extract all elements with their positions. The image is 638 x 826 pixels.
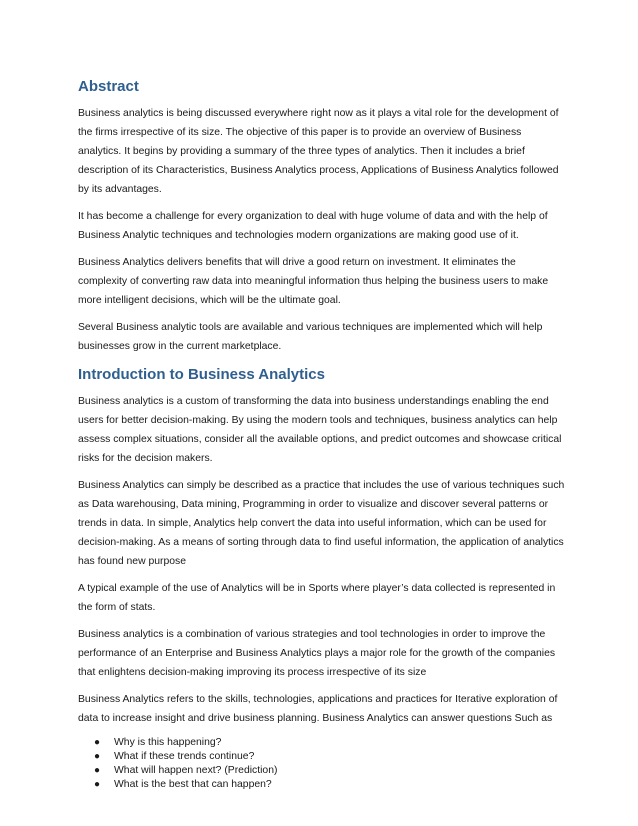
list-item bbox=[94, 778, 566, 792]
abstract-paragraph: Several Business analytic tools are available and various techniques are implemented which will help businesses grow in the current marketplace. bbox=[78, 322, 543, 352]
list-item bbox=[94, 750, 566, 764]
list-item-text: What if these trends continue? bbox=[114, 751, 255, 762]
introduction-paragraph: Business analytics is a custom of transforming the data into business understandings enabling the end users for better decision-making. By using the modern tools and techniques, business analytics can help assess complex situations, consider all the available options, and predict outcomes and showcase critical risks for the decision makers. bbox=[78, 396, 562, 464]
introduction-heading: Introduction to Business Analytics bbox=[78, 366, 325, 383]
abstract-paragraph: Business Analytics delivers benefits that will drive a good return on investment. It eliminates the complexity of converting raw data into meaningful information thus helping the business users to make more intelligent decisions, which will be the ultimate goal. bbox=[78, 257, 549, 306]
bullet-icon: ● bbox=[94, 765, 101, 776]
list-item-text: Why is this happening? bbox=[114, 737, 222, 748]
introduction-paragraph: Business Analytics can simply be described as a practice that includes the use of various techniques such as Data warehousing, Data mining, Programming in order to visualize and discover several patterns or trends in data. In simple, Analytics help convert the data into useful information, which can be used for decision-making. As a means of sorting through data to find useful information, the application of analytics has found new purpose bbox=[78, 480, 565, 567]
list-item bbox=[94, 764, 566, 778]
list-item-text: What is the best that can happen? bbox=[114, 779, 272, 790]
list-item bbox=[94, 736, 566, 750]
bullet-icon: ● bbox=[94, 737, 101, 748]
bullet-icon: ● bbox=[94, 751, 101, 762]
abstract-heading: Abstract bbox=[78, 78, 139, 95]
bullet-icon: ● bbox=[94, 779, 101, 790]
abstract-paragraph: It has become a challenge for every organization to deal with huge volume of data and with the help of Business Analytic techniques and technologies modern organizations are making good use of it. bbox=[78, 211, 548, 241]
abstract-paragraph: Business analytics is being discussed everywhere right now as it plays a vital role for the development of the firms irrespective of its size. The objective of this paper is to provide an overview of Business analytics. It begins by providing a summary of the three types of analytics. Then it includes a brief description of its Characteristics, Business Analytics process, Applications of Business Analytics followed by its advantages. bbox=[78, 108, 559, 195]
introduction-paragraph: Business analytics is a combination of various strategies and tool technologies in order to improve the performance of an Enterprise and Business Analytics plays a major role for the growth of the companies that enlightens decision-making improving its process irrespective of its size bbox=[78, 629, 556, 678]
introduction-paragraph: A typical example of the use of Analytics will be in Sports where player’s data collected is represented in the form of stats. bbox=[78, 583, 556, 613]
list-item-text: What will happen next? (Prediction) bbox=[114, 765, 278, 776]
introduction-paragraph: Business Analytics refers to the skills, technologies, applications and practices for Iterative exploration of data to increase insight and drive business planning. Business Analytics can answer questions Such as bbox=[78, 694, 558, 724]
questions-list bbox=[78, 736, 566, 792]
